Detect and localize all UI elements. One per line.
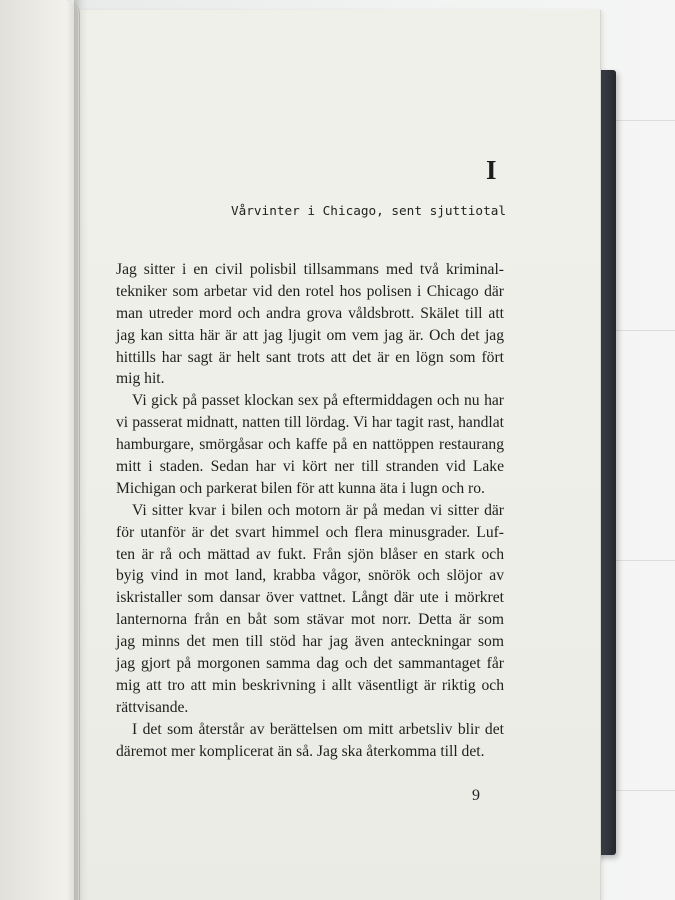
left-page-edge [0, 0, 80, 900]
text-line: ten är rå och mättad av fukt. Från sjön blåser en stark och [116, 545, 504, 563]
text-line: iskristaller som dansar över vattnet. Långt där ute i mörkret [116, 589, 504, 607]
text-line: Michigan och parkerat bilen för att kunna äta i lugn och ro. [116, 479, 485, 497]
text-line: mitt i staden. Sedan har vi kört ner till stranden vid Lake [116, 458, 504, 476]
text-line: byig vind in mot land, krabba vågor, snörök och slöjor av [116, 567, 504, 585]
text-line: hittills har sagt är helt sant trots att det är en lögn som fört [116, 348, 504, 366]
book-gutter-shadow [74, 0, 88, 900]
chapter-subtitle: Vårvinter i Chicago, sent sjuttiotal [231, 203, 506, 218]
text-line: jag gjort på morgonen samma dag och det sammantaget får [116, 655, 504, 673]
text-line: Vi sitter kvar i bilen och motorn är på medan vi sitter där [132, 501, 504, 519]
paragraph [116, 259, 504, 390]
text-line: däremot mer komplicerat än så. Jag ska återkomma till det. [116, 742, 485, 760]
text-line: rättvisande. [116, 698, 189, 716]
text-line: man utreder mord och andra grova våldsbrott. Skälet till att [116, 304, 504, 322]
text-line: mig hit. [116, 370, 165, 388]
text-line: jag minns det men till stöd har jag även anteckningar som [116, 633, 504, 651]
text-line: hamburgare, smörgåsar och kaffe på en nattöppen restaurang [116, 436, 504, 454]
paragraph [116, 719, 504, 763]
paragraph [116, 500, 504, 719]
text-line: jag kan sitta här är att jag ljugit om vem jag är. Och det jag [116, 326, 504, 344]
text-line: vi passerat midnatt, natten till lördag. Vi har tagit rast, handlat [116, 414, 504, 432]
text-line: tekniker som arbetar vid den rotel hos polisen i Chicago där [116, 282, 504, 300]
text-line: Jag sitter i en civil polisbil tillsammans med två kriminal- [116, 261, 504, 278]
text-line: I det som återstår av berättelsen om mitt arbetsliv blir det [132, 720, 504, 738]
text-line: för utanför är det svart himmel och flera minusgrader. Luf- [116, 523, 504, 541]
body-text [116, 259, 504, 762]
text-line: mig att tro att min beskrivning i allt väsentligt är riktig och [116, 676, 504, 694]
text-line: Vi gick på passet klockan sex på eftermiddagen och nu har [132, 392, 504, 410]
paragraph [116, 390, 504, 499]
page-number: 9 [472, 787, 480, 804]
text-line: lanternorna från en båt som stävar mot norr. Detta är som [116, 611, 504, 629]
chapter-number: I [486, 155, 497, 185]
